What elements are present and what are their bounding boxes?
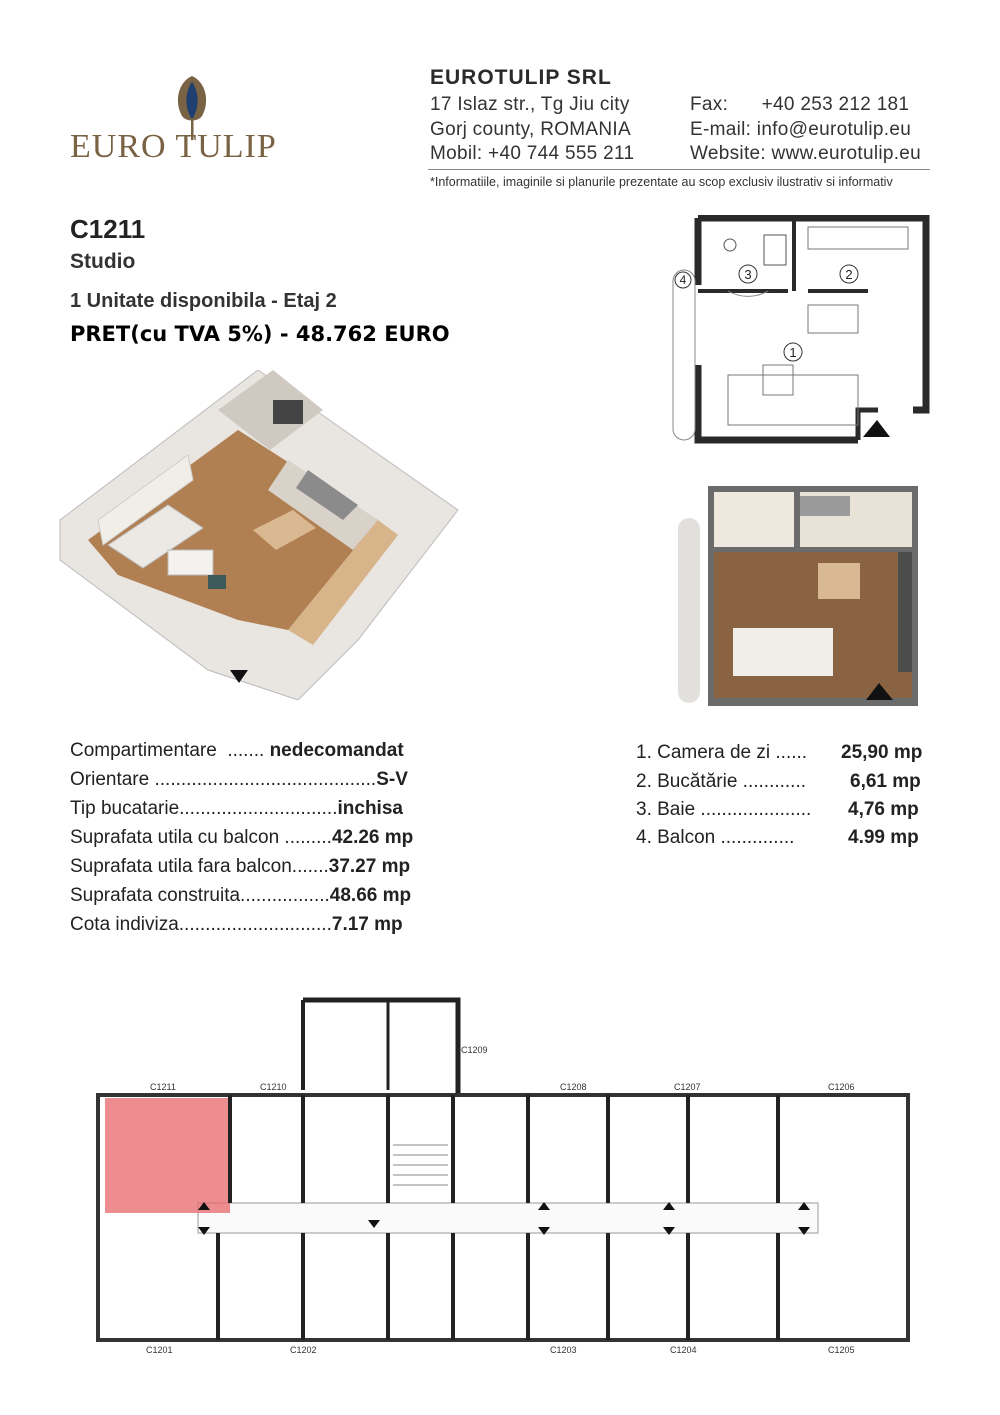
room-label: 3. Baie .....................: [636, 799, 812, 820]
spec-value: 42.26 mp: [331, 827, 414, 848]
spec-label: Suprafata construita.................: [70, 885, 330, 906]
plan-room-3-label: 3: [744, 267, 752, 282]
logo-text: EURO TULIP: [70, 128, 277, 165]
unit-type: Studio: [70, 250, 136, 273]
unit-label-c1204[interactable]: C1204: [670, 1345, 697, 1355]
logo-wordmark: [70, 128, 277, 166]
room-label: 1. Camera de zi ......: [636, 742, 808, 763]
unit-label-c1207[interactable]: C1207: [674, 1082, 701, 1092]
room-camera-de-zi: [636, 742, 923, 764]
website-link[interactable]: Website: www.eurotulip.eu: [690, 143, 922, 164]
unit-label-c1201[interactable]: C1201: [146, 1345, 173, 1355]
room-balcon: [636, 827, 919, 849]
email-address[interactable]: E-mail: info@eurotulip.eu: [690, 119, 912, 140]
spec-value: 7.17 mp: [331, 914, 403, 935]
room-area: 6,61 mp: [850, 771, 921, 792]
spec-label: Suprafata utila cu balcon .........: [70, 827, 332, 848]
spec-label: Tip bucatarie..............................: [70, 798, 338, 819]
spec-label: Suprafata utila fara balcon.......: [70, 856, 329, 877]
room-area-list: [636, 742, 936, 862]
room-area: 4,76 mp: [848, 799, 919, 820]
spec-compartimentare: [70, 740, 404, 762]
price-text: PRET(cu TVA 5%) - 48.762 EURO: [70, 322, 450, 346]
spec-suprafata-fara-balcon: [70, 856, 410, 878]
room-baie: [636, 799, 919, 821]
spec-orientare: [70, 769, 408, 791]
spec-value: nedecomandat: [269, 740, 404, 761]
plan-room-1-label: 1: [789, 345, 797, 360]
spec-label: Orientare ..........................................: [70, 769, 377, 790]
plan-room-2-label: 2: [845, 267, 853, 282]
building-floor-plan: [88, 995, 918, 1365]
spec-tip-bucatarie: [70, 798, 403, 820]
top-down-render: [668, 478, 923, 710]
room-area: 25,90 mp: [841, 742, 923, 763]
spec-label: Cota indiviza.............................: [70, 914, 332, 935]
spec-value: 48.66 mp: [329, 885, 412, 906]
room-label: 4. Balcon ..............: [636, 827, 795, 848]
company-name: EUROTULIP SRL: [430, 66, 612, 89]
unit-code: C1211: [70, 214, 146, 244]
spec-list: [70, 740, 490, 940]
disclaimer-note: *Informatiile, imaginile si planurile prezentate au scop exclusiv ilustrativ si informativ: [430, 175, 893, 189]
plan-room-4-label: 4: [679, 273, 687, 287]
spec-suprafata-cu-balcon: [70, 827, 413, 849]
room-label: 2. Bucătărie ............: [636, 771, 807, 792]
fax-number: Fax: +40 253 212 181: [690, 94, 910, 115]
mobile-phone: Mobil: +40 744 555 211: [430, 143, 635, 164]
unit-label-c1208[interactable]: C1208: [560, 1082, 587, 1092]
spec-value: 37.27 mp: [328, 856, 411, 877]
unit-floor-plan-2d: [668, 215, 933, 447]
spec-label: Compartimentare .......: [70, 740, 270, 761]
unit-label-c1206[interactable]: C1206: [828, 1082, 855, 1092]
spec-value: S-V: [376, 769, 408, 790]
availability-text: 1 Unitate disponibila - Etaj 2: [70, 290, 337, 312]
header-divider: [428, 169, 930, 170]
unit-label-c1209[interactable]: C1209: [461, 1045, 488, 1055]
unit-label-c1211[interactable]: C1211: [150, 1082, 176, 1092]
spec-value: inchisa: [337, 798, 403, 819]
room-bucatarie: [636, 771, 921, 793]
highlighted-unit-c1211[interactable]: [105, 1098, 230, 1213]
address-line-1: 17 Islaz str., Tg Jiu city: [430, 94, 630, 115]
unit-label-c1210[interactable]: C1210: [260, 1082, 287, 1092]
unit-label-c1202[interactable]: C1202: [290, 1345, 317, 1355]
isometric-3d-render: [58, 370, 468, 700]
spec-suprafata-construita: [70, 885, 411, 907]
room-area: 4.99 mp: [848, 827, 919, 848]
address-line-2: Gorj county, ROMANIA: [430, 119, 631, 140]
unit-label-c1203[interactable]: C1203: [550, 1345, 577, 1355]
unit-label-c1205[interactable]: C1205: [828, 1345, 855, 1355]
spec-cota-indiviza: [70, 914, 403, 936]
